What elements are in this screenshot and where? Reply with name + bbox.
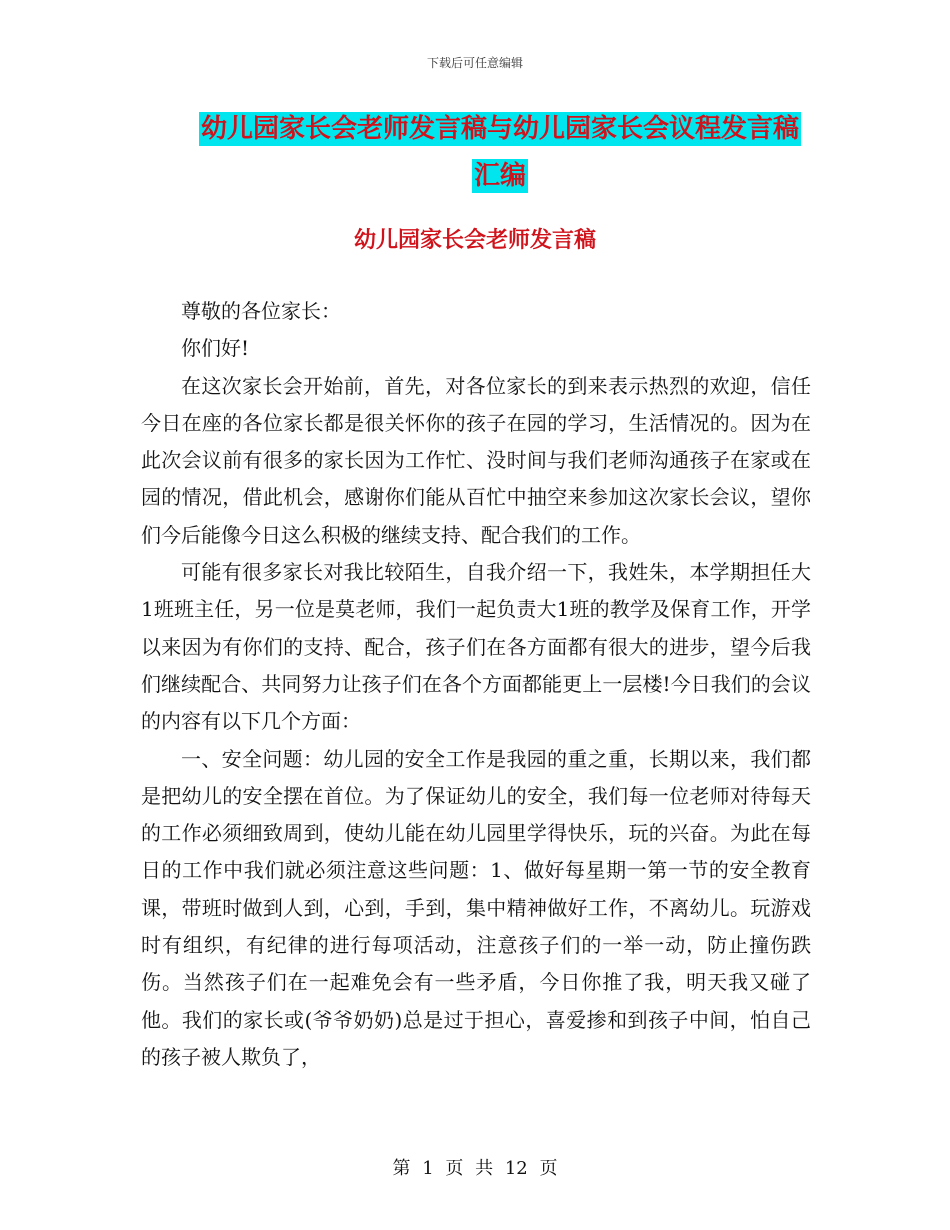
greeting: 你们好! <box>181 336 250 361</box>
section-title: 幼儿园家长会老师发言稿 <box>353 228 596 253</box>
paragraph: 一、安全问题：幼儿园的安全工作是我园的重之重，长期以来，我们都是把幼儿的安全摆在首位。为了保证幼儿的安全，我们每一位老师对待每天的工作必须细致周到，使幼儿能在幼儿园里学得快乐，玩的兴奋。为此在每日的工作中我们就必须注意这些问题：1、做好每星期一第一节的安全教育课，带班时做到人到，心到，手到，集中精神做好工作，不离幼儿。玩游戏时有组织，有纪律的进行每项活动，注意孩子们的一举一动，防止撞伤跌伤。当然孩子们在一起难免会有一些矛盾，今日你推了我，明天我又碰了他。我们的家长或(爷爷奶奶)总是过于担心，喜爱掺和到孩子中间，怕自己的孩子被人欺负了， <box>141 746 811 1069</box>
paragraph: 可能有很多家长对我比较陌生，自我介绍一下，我姓朱，本学期担任大1班班主任，另一位是莫老师，我们一起负责大1班的教学及保育工作，开学以来因为有你们的支持、配合，孩子们在各方面都有很大的进步，望今后我们继续配合、共同努力让孩子们在各个方面都能更上一层楼!今日我们的会议的内容有以下几个方面： <box>141 560 811 734</box>
document-title <box>120 106 880 200</box>
document-title-line-2: 汇编 <box>473 161 526 191</box>
document-body <box>141 293 811 1076</box>
page-footer: 第 1 页 共 12 页 <box>392 1158 558 1179</box>
document-title-line-1: 幼儿园家长会老师发言稿与幼儿园家长会议程发言稿 <box>200 114 799 144</box>
salutation: 尊敬的各位家长： <box>181 299 341 323</box>
header-note: 下载后可任意编辑 <box>426 56 523 70</box>
paragraph: 在这次家长会开始前，首先，对各位家长的到来表示热烈的欢迎，信任今日在座的各位家长都是很关怀你的孩子在园的学习，生活情况的。因为在此次会议前有很多的家长因为工作忙、没时间与我们老师沟通孩子在家或在园的情况，借此机会，感谢你们能从百忙中抽空来参加这次家长会议，望你们今后能像今日这么积极的继续支持、配合我们的工作。 <box>141 373 811 547</box>
